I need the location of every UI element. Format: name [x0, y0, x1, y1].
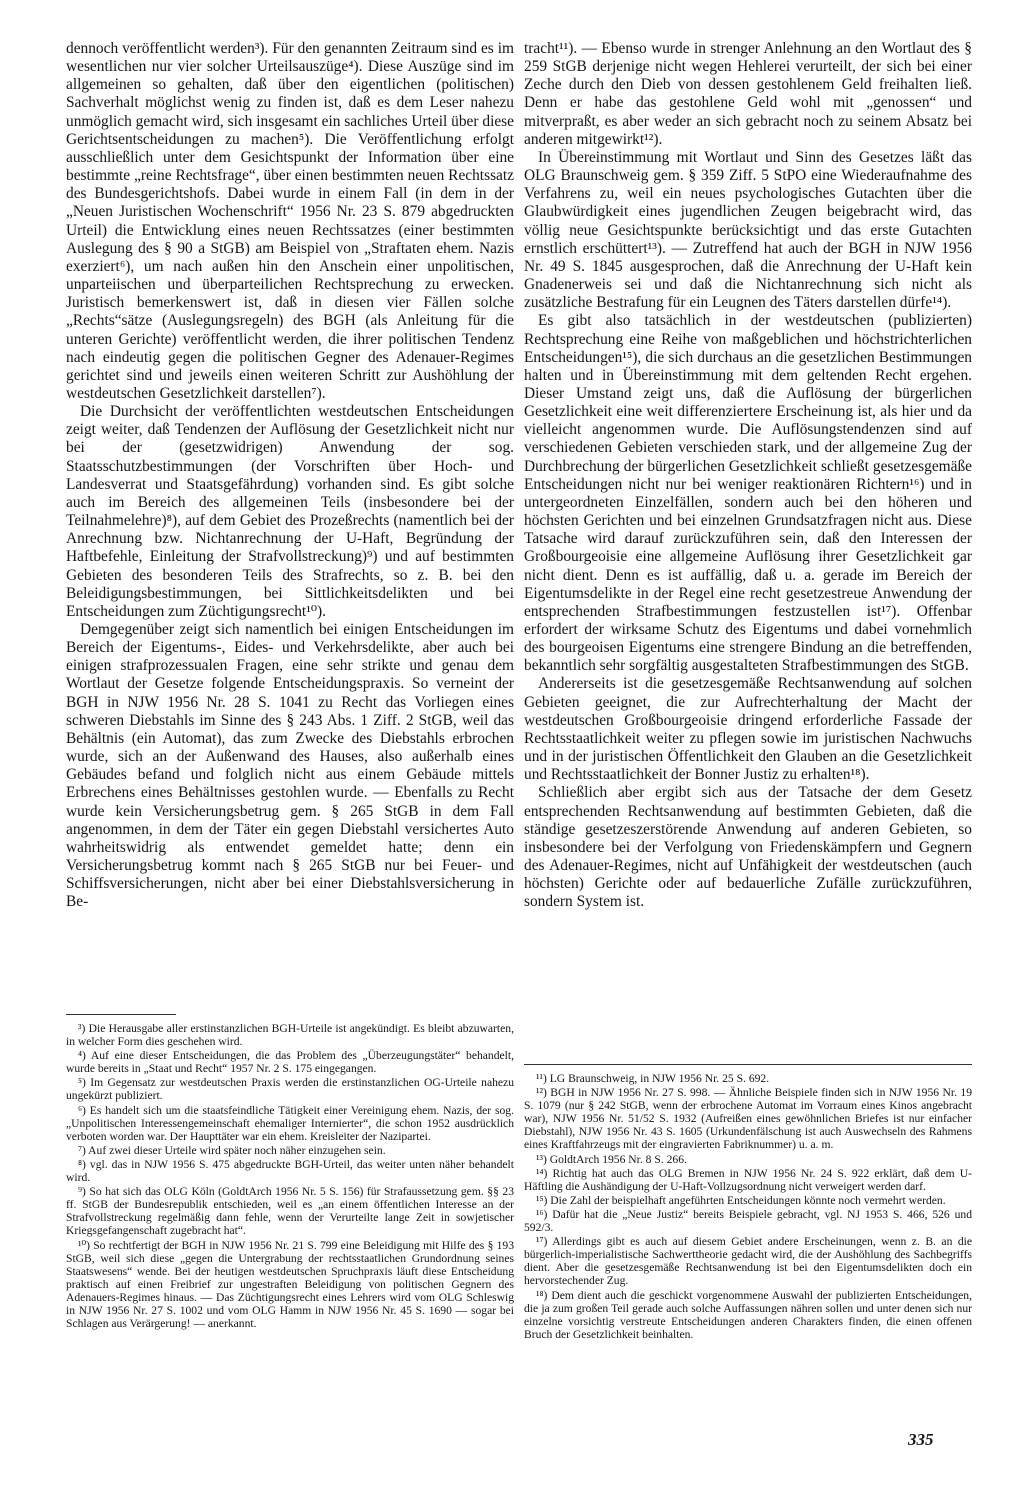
footnote-divider [66, 1014, 176, 1015]
paragraph: In Übereinstimmung mit Wortlaut und Sinn des Gesetzes läßt das OLG Braunschweig gem. § 359 Ziff. 5 StPO eine Wiederaufnahme des Verfahrens zu, weil ein neues psychologisches Gutachten über die Glaubwürdigkeit eines jugendlichen Zeugen beigebracht wird, das völlig neue Gesichtspunkte berücksichtigt und das erste Gutachten ernstlich erschüttert¹³). — Zutreffend hat auch der BGH in NJW 1956 Nr. 49 S. 1845 ausgesprochen, daß die Anrechnung der U-Haft kein Gnadenerweis sei und daß die Nichtanrechnung sich nicht als zusätzliche Bestrafung für ein Leugnen des Täters darstellen dürfe¹⁴). [524, 148, 972, 312]
footnote: ¹¹) LG Braunschweig, in NJW 1956 Nr. 25 S. 692. [536, 1072, 770, 1085]
footnote: ⁸) vgl. das in NJW 1956 S. 475 abgedruckte BGH-Urteil, das weiter unten näher behandelt wird. [66, 1157, 514, 1185]
footnotes-right [524, 1072, 972, 1342]
right-column [524, 40, 972, 912]
footnote: ¹³) GoldtArch 1956 Nr. 8 S. 266. [536, 1152, 687, 1166]
footnote: ⁶) Es handelt sich um die staatsfeindliche Tätigkeit einer Vereinigung ehem. Nazis, der sog. „Unpolitischen Interessengemeinschaft ehemaliger Internierter“, die schon 1952 ausdrücklich verboten worden war. Der Haupttäter war ein ehem. Kreisleiter der Nazipartei. [66, 1103, 514, 1143]
footnote: ¹⁰) So rechtfertigt der BGH in NJW 1956 Nr. 21 S. 799 eine Beleidigung mit Hilfe des § 193 StGB, weil sich diese „gegen die Untergrabung der rechtsstaatlichen Grundordnung seines Staatswesens“ wende. Bei der heutigen westdeutschen Spruchpraxis läuft diese Entscheidung praktisch auf einen Freibrief zur ungestraften Beleidigung von politischen Gegnern des Adenauers-Regimes hinaus. — Das Züchtigungsrecht eines Lehrers wird vom OLG Schleswig in NJW 1956 Nr. 27 S. 1002 und vom OLG Hamm in NJW 1956 Nr. 45 S. 1690 — sogar bei Schlagen aus Verärgerung! — anerkannt. [66, 1238, 514, 1331]
footnote: ⁴) Auf eine dieser Entscheidungen, die das Problem des „Überzeugungstäter“ behandelt, wurde bereits in „Staat und Recht“ 1957 Nr. 2 S. 175 eingegangen. [66, 1049, 514, 1076]
footnotes-left [66, 1022, 514, 1331]
footnote: ³) Die Herausgabe aller erstinstanzlichen BGH-Urteile ist angekündigt. Es bleibt abzuwarten, in welcher Form dies geschehen wird. [66, 1022, 514, 1049]
page-number: 335 [908, 1430, 934, 1449]
paragraph: Schließlich aber ergibt sich aus der Tatsache der dem Gesetz entsprechenden Rechtsanwendung auf bestimmten Gebieten, daß die ständige gesetzeszerstörende Anwendung auf anderen Gebieten, so insbesondere bei der Verfolgung von Friedenskämpfern und Gegnern des Adenauer-Regimes, nicht auf Unfähigkeit der westdeutschen (auch höchsten) Gerichte oder auf bedauerliche Zufälle zurückzuführen, sondern System ist. [524, 784, 972, 911]
paragraph: Andererseits ist die gesetzesgemäße Rechtsanwendung auf solchen Gebieten geeignet, die zur Aufrechterhaltung der Macht der westdeutschen Großbourgeoisie dringend erforderliche Fassade der Rechtsstaatlichkeit weiter zu pflegen sowie im juristischen Nachwuchs und in der juristischen Öffentlichkeit den Glauben an die Gesetzlichkeit und Rechtsstaatlichkeit der Bonner Justiz zu erhalten¹⁸). [524, 675, 972, 784]
footnote: ¹⁴) Richtig hat auch das OLG Bremen in NJW 1956 Nr. 24 S. 922 erklärt, daß dem U-Häftling die Aushändigung der U-Haft-Vollzugsordnung nicht verweigert werden darf. [524, 1166, 972, 1193]
footnote: ⁷) Auf zwei dieser Urteile wird später noch näher einzugehen sein. [78, 1143, 386, 1157]
paragraph: Demgegenüber zeigt sich namentlich bei einigen Entscheidungen im Bereich der Eigentums-, Eides- und Verkehrsdelikte, aber auch bei einigen strafprozessualen Fragen, eine sehr strikte und genau dem Wortlaut der Gesetze folgende Entscheidungspraxis. So verneint der BGH in NJW 1956 Nr. 28 S. 1041 zu Recht das Vorliegen eines schweren Diebstahls im Sinne des § 243 Abs. 1 Ziff. 2 StGB, weil das Behältnis (ein Automat), das zum Zwecke des Diebstahls erbrochen wurde, sich an der Außenwand des Hauses, also außerhalb eines Gebäudes befand und folglich nicht aus einem Gebäude mittels Erbrechens eines Behältnisses gestohlen wurde. — Ebenfalls zu Recht wurde kein Versicherungsbetrug gem. § 265 StGB in dem Fall angenommen, in dem der Täter ein gegen Diebstahl versichertes Auto wahrheitswidrig als entwendet gemeldet hatte; denn ein Versicherungsbetrug kommt nach § 265 StGB nur bei Feuer- und Schiffsversicherungen, nicht aber bei einer Diebstahlsversicherung in Be- [66, 621, 514, 911]
footnote: ¹²) BGH in NJW 1956 Nr. 27 S. 998. — Ähnliche Beispiele finden sich in NJW 1956 Nr. 19 S. 1079 (nur § 242 StGB, wenn der erbrochene Automat im Vorraum eines Kinos angebracht war), NJW 1956 Nr. 51/52 S. 1932 (Aufreißen eines gewöhnlichen Briefes ist nur einfacher Diebstahl), NJW 1956 Nr. 43 S. 1605 (Urkundenfälschung ist auch Auswechseln des Rahmens eines Kraftfahrzeugs mit der eingravierten Fabriknummer) u. a. m. [524, 1086, 972, 1152]
paragraph: Die Durchsicht der veröffentlichten westdeutschen Entscheidungen zeigt weiter, daß Tendenzen der Auflösung der Gesetzlichkeit nicht nur bei der (gesetzwidrigen) Anwendung der sog. Staatsschutzbestimmungen (der Vorschriften über Hoch- und Landesverrat und Staatsgefährdung) vorhanden sind. Es gibt solche auch im Bereich des allgemeinen Teils (insbesondere bei der Teilnahmelehre)⁸), auf dem Gebiet des Prozeßrechts (namentlich bei der Anrechnung bzw. Nichtanrechnung der U-Haft, Begründung der Haftbefehle, Einleitung der Strafvollstreckung)⁹) und auf bestimmten Gebieten des besonderen Teils des Strafrechts, so z. B. bei den Beleidigungsbestimmungen, bei Sittlichkeitsdelikten und bei Entscheidungen zum Züchtigungsrecht¹⁰). [66, 403, 514, 620]
paragraph: tracht¹¹). — Ebenso wurde in strenger Anlehnung an den Wortlaut des § 259 StGB derjenige nicht wegen Hehlerei verurteilt, der sich bei einer Zeche durch den Dieb von dessen gestohlenem Geld freihalten ließ. Denn er habe das gestohlene Geld wohl mit „genossen“ und mitverpraßt, es aber weder an sich gebracht noch zu seinem Absatz bei anderen mitgewirkt¹²). [524, 40, 972, 148]
paragraph: Es gibt also tatsächlich in der westdeutschen (publizierten) Rechtsprechung eine Reihe von maßgeblichen und höchstrichterlichen Entscheidungen¹⁵), die sich durchaus an die gesetzlichen Bestimmungen halten und in Übereinstimmung mit dem geltenden Recht ergehen. Dieser Umstand zeigt uns, daß die Auflösung der bürgerlichen Gesetzlichkeit eine weit differenziertere Erscheinung ist, als hier und da vielleicht angenommen wurde. Die Auflösungstendenzen sind auf verschiedenen Gebieten verschieden stark, und der allgemeine Zug der Durchbrechung der bürgerlichen Gesetzlichkeit schließt gesetzesgemäße Entscheidungen nicht nur bei weniger reaktionären Richtern¹⁶) und in untergeordneten Einzelfällen, sondern auch bei den höheren und höchsten Gerichten und bei einzelnen Grundsatzfragen nicht aus. Diese Tatsache wird darauf zurückzuführen sein, daß den Interessen der Großbourgeoisie eine allgemeine Auflösung ihrer Gesetzlichkeit gar nicht dient. Denn es ist auffällig, daß u. a. gerade im Bereich der Eigentumsdelikte in der Regel eine recht gesetzestreue Anwendung der entsprechenden Strafbestimmungen festzustellen ist¹⁷). Offenbar erfordert der wirksame Schutz des Eigentums und dabei vornehmlich des bourgeoisen Eigentums eine strengere Bindung an die betreffenden, bekanntlich sehr sorgfältig ausgestalteten Strafbestimmungen des StGB. [524, 312, 972, 675]
footnote: ⁵) Im Gegensatz zur westdeutschen Praxis werden die erstinstanzlichen OG-Urteile nahezu ungekürzt publiziert. [66, 1076, 514, 1103]
footnote: ¹⁸) Dem dient auch die geschickt vorgenommene Auswahl der publizierten Entscheidungen, die ja zum großen Teil gerade auch solche Auffassungen nähren sollen und unter denen sich nur einzelne vorsichtig verstreute Entscheidungen anderen Charakters finden, die einen offenen Bruch der Gesetzlichkeit beinhalten. [524, 1288, 972, 1341]
footnote-divider [524, 1064, 972, 1065]
footnote: ¹⁷) Allerdings gibt es auch auf diesem Gebiet andere Erscheinungen, wenn z. B. an die bürgerlich-imperialistische Sachwerttheorie gedacht wird, die der Aushöhlung des Sachbegriffs dient. Aber die gesetzesgemäße Rechtsanwendung ist bei den Eigentumsdelikten doch ein hervorstechender Zug. [524, 1235, 972, 1288]
footnote: ¹⁵) Die Zahl der beispielhaft angeführten Entscheidungen könnte noch vermehrt werden. [536, 1193, 946, 1207]
footnote: ⁹) So hat sich das OLG Köln (GoldtArch 1956 Nr. 5 S. 156) für Strafaussetzung gem. §§ 23 ff. StGB der Bundesrepublik entschieden, weil es „an einem öffentlichen Interesse an der Strafvollstreckung regelmäßig dann fehle, wenn der Verurteilte lange Zeit in sowjetischer Kriegsgefangenschaft zugebracht hat“. [66, 1185, 514, 1238]
paragraph: dennoch veröffentlicht werden³). Für den genannten Zeitraum sind es im wesentlichen nur vier solcher Urteilsauszüge⁴). Diese Auszüge sind im allgemeinen so gehalten, daß über den eigentlichen (politischen) Sachverhalt möglichst wenig zu finden ist, daß es dem Leser nahezu unmöglich gemacht wird, sich insgesamt ein sachliches Urteil über diese Gerichtsentscheidungen zu machen⁵). Die Veröffentlichung erfolgt ausschließlich unter dem Gesichtspunkt der Information über eine bestimmte „reine Rechtsfrage“, über einen bestimmten neuen Rechtssatz des Bundesgerichtshofs. Dabei wurde in einem Fall (in dem in der „Neuen Juristischen Wochenschrift“ 1956 Nr. 23 S. 879 abgedruckten Urteil) die Entwicklung eines neuen Rechtssatzes (einer bestimmten Auslegung des § 90 a StGB) am Beispiel von „Straftaten ehem. Nazis exerziert⁶), um nach außen hin den Anschein einer unpolitischen, unparteiischen und überparteilichen Rechtsprechung zu erwecken. Juristisch bemerkenswert ist, daß in diesen vier Fällen solche „Rechts“sätze (Auslegungsregeln) des BGH (als Anleitung für die unteren Gerichte) veröffentlicht werden, die ihrer politischen Tendenz nach eindeutig gegen die politischen Gegner des Adenauer-Regimes gerichtet sind und jeweils einen weiteren Schritt zur Aushöhlung der westdeutschen Gesetzlichkeit darstellen⁷). [66, 40, 514, 402]
left-column [66, 40, 514, 912]
footnote: ¹⁶) Dafür hat die „Neue Justiz“ bereits Beispiele gebracht, vgl. NJ 1953 S. 466, 526 und 592/3. [524, 1207, 972, 1235]
